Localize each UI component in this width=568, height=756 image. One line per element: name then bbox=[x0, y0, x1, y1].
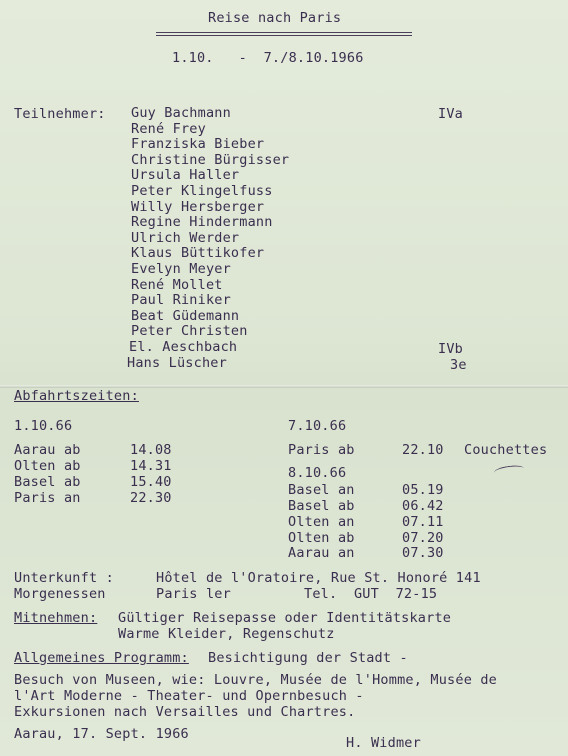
class-ivb: IVb bbox=[438, 341, 463, 357]
outbound-time: 14.31 bbox=[130, 458, 172, 474]
participant-name: Klaus Büttikofer bbox=[131, 245, 265, 262]
title-rule-top bbox=[156, 32, 412, 33]
outbound-date: 1.10.66 bbox=[14, 418, 73, 434]
participant-name: Ulrich Werder bbox=[131, 229, 240, 246]
outbound-station: Olten ab bbox=[14, 458, 81, 474]
participant-name: Beat Güdemann bbox=[131, 307, 240, 324]
return-date-2: 8.10.66 bbox=[288, 465, 347, 481]
breakfast-label: Morgenessen bbox=[14, 586, 106, 602]
outbound-time: 15.40 bbox=[130, 474, 172, 490]
participant-name: Peter Klingelfuss bbox=[131, 182, 273, 199]
participant-name: Willy Hersberger bbox=[131, 198, 265, 215]
return-station: Olten ab bbox=[288, 530, 355, 546]
document-title: Reise nach Paris bbox=[208, 10, 342, 26]
return-date-1: 7.10.66 bbox=[288, 418, 347, 434]
return-time: 06.42 bbox=[402, 498, 444, 514]
participant-name: Hans Lüscher bbox=[127, 354, 227, 371]
return-time: 07.30 bbox=[402, 545, 444, 561]
participant-name: Franziska Bieber bbox=[131, 136, 265, 153]
breakfast-value: Paris ler bbox=[156, 586, 231, 602]
return-station: Olten an bbox=[288, 514, 355, 530]
participant-name: Regine Hindermann bbox=[131, 214, 273, 231]
participant-name: Paul Riniker bbox=[131, 292, 231, 309]
program-label: Allgemeines Programm: bbox=[14, 650, 189, 666]
outbound-time: 14.08 bbox=[130, 442, 172, 458]
signature: H. Widmer bbox=[346, 735, 421, 751]
trip-dates: 1.10. - 7./8.10.1966 bbox=[172, 50, 364, 66]
participant-name: René Mollet bbox=[131, 276, 223, 293]
return-station: Aarau an bbox=[288, 545, 355, 561]
place-date: Aarau, 17. Sept. 1966 bbox=[14, 726, 189, 742]
program-line: Besuch von Museen, wie: Louvre, Musée de l'Homme, Musée de bbox=[14, 672, 498, 688]
participant-name: Ursula Haller bbox=[131, 167, 240, 184]
program-inline: Besichtigung der Stadt - bbox=[208, 650, 408, 666]
class-third: 3e bbox=[450, 357, 467, 373]
outbound-station: Paris an bbox=[14, 490, 81, 506]
bring-line: Gültiger Reisepasse oder Identitätskarte bbox=[118, 610, 452, 626]
participant-name: El. Aeschbach bbox=[129, 338, 238, 355]
title-rule-bottom bbox=[156, 35, 412, 36]
program-line: Exkursionen nach Versailles und Chartres. bbox=[14, 704, 356, 720]
return-station: Paris ab bbox=[288, 442, 355, 458]
bring-line: Warme Kleider, Regenschutz bbox=[118, 626, 335, 642]
departures-heading: Abfahrtszeiten: bbox=[14, 388, 139, 404]
couchettes-note: Couchettes bbox=[464, 442, 548, 458]
return-time: 22.10 bbox=[402, 442, 444, 458]
program-line: l'Art Moderne - Theater- und Opernbesuch - bbox=[14, 688, 364, 704]
participant-name: Evelyn Meyer bbox=[131, 260, 231, 277]
return-time: 07.20 bbox=[402, 530, 444, 546]
hotel-phone: Tel. GUT 72-15 bbox=[304, 586, 438, 602]
participant-name: Christine Bürgisser bbox=[131, 151, 290, 168]
lodging-value: Hôtel de l'Oratoire, Rue St. Honoré 141 bbox=[156, 570, 481, 586]
outbound-time: 22.30 bbox=[130, 490, 172, 506]
participants-label: Teilnehmer: bbox=[14, 106, 106, 122]
participant-name: Guy Bachmann bbox=[131, 105, 231, 121]
participant-name: René Frey bbox=[131, 120, 206, 137]
return-time: 07.11 bbox=[402, 514, 444, 530]
participant-list bbox=[127, 105, 290, 371]
lodging-label: Unterkunft : bbox=[14, 570, 114, 586]
class-iva: IVa bbox=[438, 106, 463, 122]
outbound-station: Basel ab bbox=[14, 474, 81, 490]
return-time: 05.19 bbox=[402, 482, 444, 498]
bring-label: Mitnehmen: bbox=[14, 610, 98, 626]
outbound-station: Aarau ab bbox=[14, 442, 81, 458]
participant-name: Peter Christen bbox=[131, 323, 248, 340]
return-station: Basel an bbox=[288, 482, 355, 498]
return-station: Basel ab bbox=[288, 498, 355, 514]
